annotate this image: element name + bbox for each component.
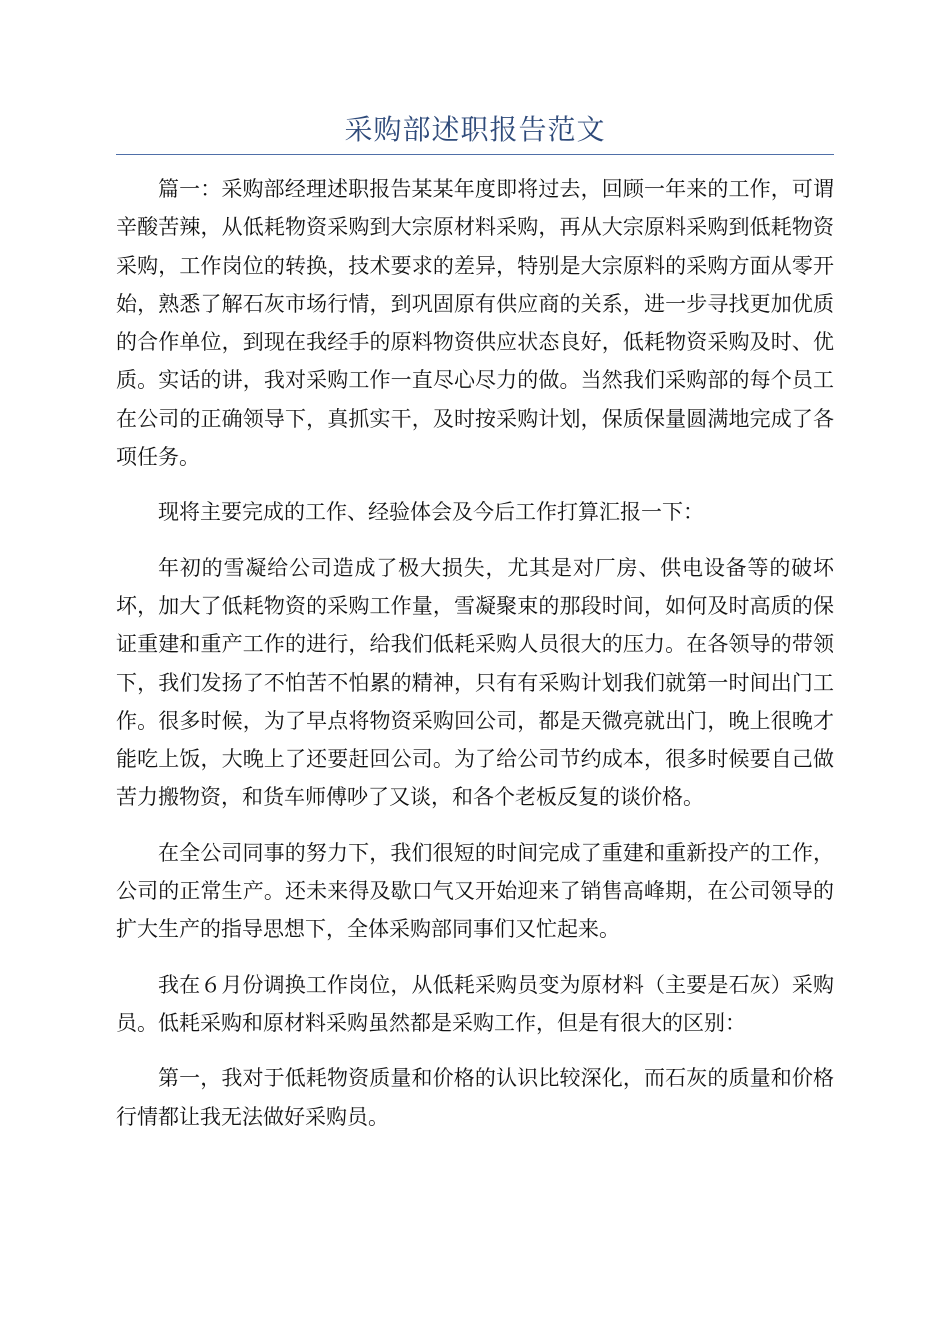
paragraph: 我在６月份调换工作岗位，从低耗采购员变为原材料（主要是石灰）采购员。低耗采购和原材料采购虽然都是采购工作，但是有很大的区别：	[116, 972, 834, 1035]
title-underline	[116, 154, 834, 155]
paragraph: 在全公司同事的努力下，我们很短的时间完成了重建和重新投产的工作，公司的正常生产。还未来得及歇口气又开始迎来了销售高峰期，在公司领导的扩大生产的指导思想下，全体采购部同事们又忙起来。	[116, 840, 834, 942]
paragraph: 篇一：采购部经理述职报告某某年度即将过去，回顾一年来的工作，可谓辛酸苦辣，从低耗物资采购到大宗原材料采购，再从大宗原料采购到低耗物资采购，工作岗位的转换，技术要求的差异，特别是大宗原料的采购方面从零开始，熟悉了解石灰市场行情，到巩固原有供应商的关系，进一步寻找更加优质的合作单位，到现在我经手的原料物资供应状态良好，低耗物资采购及时、优质。实话的讲，我对采购工作一直尽心尽力的做。当然我们采购部的每个员工在公司的正确领导下，真抓实干，及时按采购计划，保质保量圆满地完成了各项任务。	[116, 177, 834, 470]
paragraph: 年初的雪凝给公司造成了极大损失，尤其是对厂房、供电设备等的破坏坏，加大了低耗物资的采购工作量，雪凝聚束的那段时间，如何及时高质的保证重建和重产工作的进行，给我们低耗采购人员很大的压力。在各领导的带领下，我们发扬了不怕苦不怕累的精神，只有有采购计划我们就第一时间出门工作。很多时候，为了早点将物资采购回公司，都是天微亮就出门，晚上很晚才能吃上饭，大晚上了还要赶回公司。为了给公司节约成本，很多时候要自己做苦力搬物资，和货车师傅吵了又谈，和各个老板反复的谈价格。	[116, 555, 834, 810]
paragraph: 第一，我对于低耗物资质量和价格的认识比较深化，而石灰的质量和价格行情都让我无法做好采购员。	[116, 1066, 834, 1129]
title-block	[116, 108, 834, 156]
document-body	[116, 170, 834, 1153]
paragraph: 现将主要完成的工作、经验体会及今后工作打算汇报一下：	[158, 500, 704, 525]
document-title: 采购部述职报告范文	[344, 113, 606, 146]
